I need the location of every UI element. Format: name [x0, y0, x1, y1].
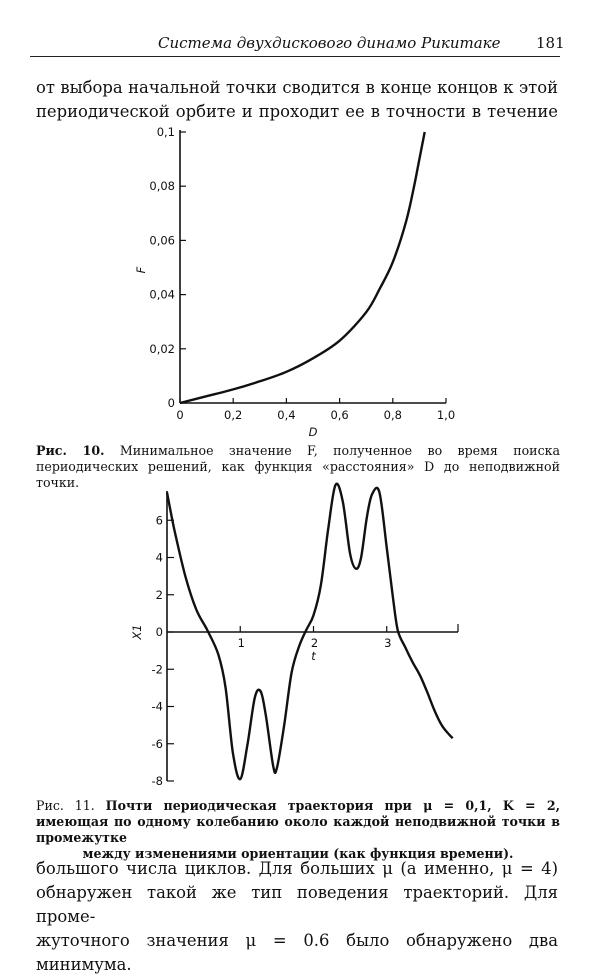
x-tick-label: 1,0: [436, 408, 456, 422]
y-tick-label: -2: [151, 662, 163, 677]
figure-10-label: Рис. 10.: [36, 443, 105, 458]
figure-11-chart: [130, 484, 458, 788]
figure-11-text-last: между изменениями ориентации (как функция времени).: [82, 846, 514, 861]
y-tick-label: -4: [151, 699, 163, 714]
x-axis-label: D: [308, 425, 318, 439]
y-tick-label: 0,02: [149, 341, 175, 356]
y-tick-label: -6: [151, 736, 163, 751]
x-tick-label: 0,4: [277, 408, 296, 422]
x-tick-label: 0: [176, 408, 184, 422]
y-tick-label: 0: [167, 396, 175, 410]
y-tick-label: 6: [155, 513, 163, 528]
text-line: жуточного значения μ = 0.6 было обнаружено два минимума.: [36, 931, 558, 974]
y-tick-label: 0,04: [149, 287, 175, 302]
figure-10-caption: [36, 443, 560, 491]
text-line: от выбора начальной точки сводится в конце концов к этой: [36, 78, 558, 97]
x-tick-label: 2: [310, 636, 319, 650]
y-axis-label: X1: [130, 624, 144, 640]
figure-10-text: Минимальное значение F, полученное во время поиска периодических решений, как функция «расстояния» D до неподвижной точки.: [36, 443, 560, 490]
y-tick-label: 0,1: [156, 125, 175, 139]
y-tick-label: 0: [155, 625, 163, 639]
figure-11-text: Почти периодическая траектория при μ = 0,1, K = 2, имеющая по одному колебанию около каждой неподвижной точки в промежутке: [36, 798, 560, 845]
x-axis-label: t: [311, 649, 316, 663]
y-tick-label: 4: [155, 550, 163, 565]
x-tick-label: 1: [237, 636, 245, 650]
text-line: обнаружен такой же тип поведения траекторий. Для проме-: [36, 883, 558, 926]
x-tick-label: 0,8: [383, 408, 402, 422]
y-tick-label: 0,08: [149, 179, 175, 194]
page-number: 181: [536, 34, 565, 52]
x-tick-label: 0,6: [330, 408, 349, 422]
figure-11-label: Рис. 11.: [36, 798, 95, 813]
y-tick-label: 0,06: [149, 233, 175, 248]
y-axis-label: F: [134, 266, 148, 274]
y-tick-label: 2: [155, 587, 163, 602]
text-line: периодической орбите и проходит ее в точности в течение: [36, 102, 558, 121]
x-tick-label: 0,2: [224, 408, 243, 422]
figure-11-caption: [36, 798, 560, 862]
x-tick-label: 3: [384, 636, 392, 650]
series-line-F: [180, 132, 425, 403]
figure-10-chart: [134, 125, 455, 439]
paragraph-bottom: [36, 857, 558, 977]
running-header-title: Система двухдискового динамо Рикитаке: [158, 34, 501, 52]
y-tick-label: -8: [151, 774, 163, 788]
text-line: большого числа циклов. Для больших μ (а именно, μ = 4): [36, 859, 558, 878]
